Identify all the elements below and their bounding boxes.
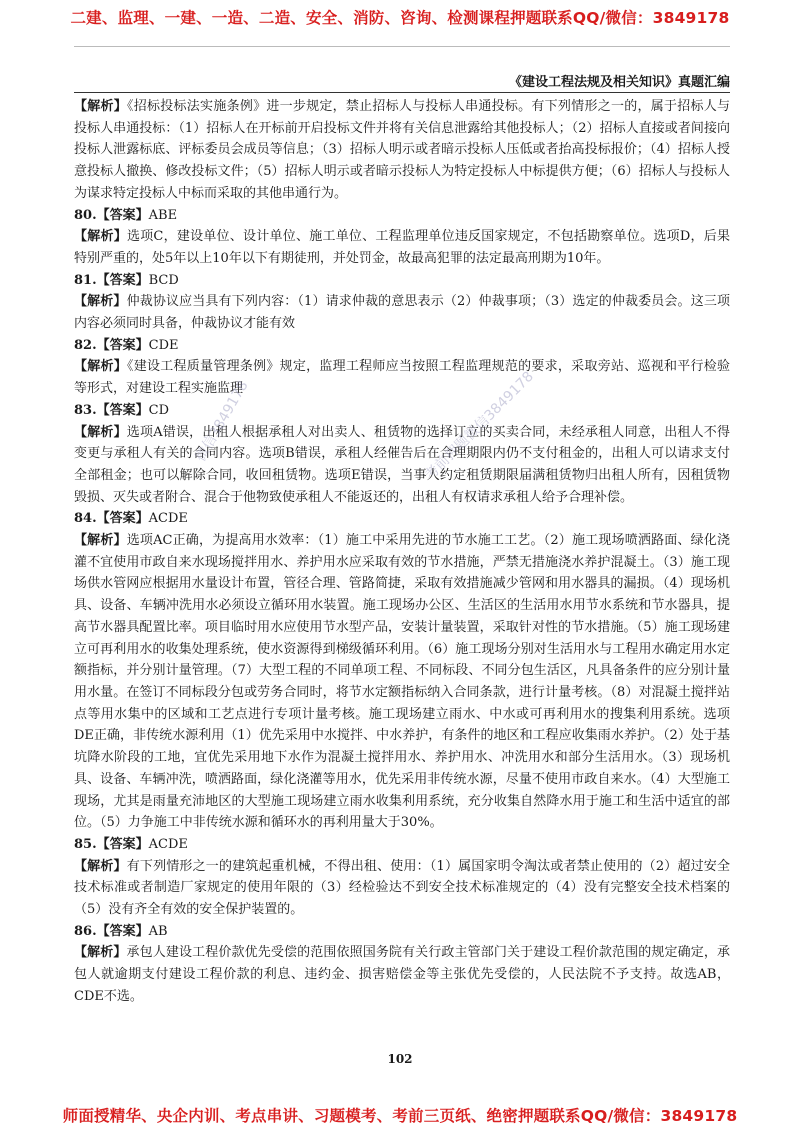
entry-label: 【解析】 bbox=[74, 99, 128, 114]
entry bbox=[74, 400, 730, 422]
entry bbox=[74, 226, 730, 269]
watermark: 考前押题微信3849178 bbox=[422, 368, 537, 484]
entry bbox=[74, 508, 730, 530]
entry bbox=[74, 335, 730, 357]
entry-label: 80.【答案】 bbox=[74, 207, 149, 223]
entry-label: 【解析】 bbox=[74, 294, 127, 310]
entry bbox=[74, 291, 730, 334]
entry-text: 选项A错误，出租人根据承租人对出卖人、租赁物的选择订立的买卖合同，未经承租人同意，出租人不得变更与承租人有关的合同内容。选项B错误，承租人经催告后在合理期限内仍不支付租金的，出租人可以请求支付全部租金；也可以解除合同，收回租赁物。选项E错误，当事人约定租赁期限届满租赁物归出租人所有，因租赁物毁损、灭失或者附合、混合于他物致使承租人不能返还的，出租人有权请求承租人给予合理补偿。 bbox=[74, 424, 730, 505]
entry-text: 有下列情形之一的建筑起重机械，不得出租、使用：（1）属国家明令淘汰或者禁止使用的（2）超过安全技术标准或者制造厂家规定的使用年限的（3）经检验达不到安全技术标准规定的（4）没有完整安全技术档案的（5）没有齐全有效的安全保护装置的。 bbox=[74, 858, 730, 918]
entry-label: 【解析】 bbox=[74, 229, 127, 245]
entry bbox=[74, 356, 730, 399]
page-number: 102 bbox=[387, 1052, 413, 1066]
entry-label: 【解析】 bbox=[74, 533, 127, 549]
entry bbox=[74, 530, 730, 834]
entry-text: 选项C，建设单位、设计单位、施工单位、工程监理单位违反国家规定，不包括勘察单位。选项D，后果特别严重的，处5年以上10年以下有期徒刑，并处罚金，故最高犯罪的法定最高刑期为10年。 bbox=[74, 229, 730, 266]
entry-text: 《建设工程质量管理条例》规定，监理工程师应当按照工程监理规范的要求，采取旁站、巡视和平行检验等形式，对建设工程实施监理 bbox=[74, 359, 730, 397]
entry bbox=[74, 942, 730, 1007]
entry bbox=[74, 422, 730, 509]
entry-label: 82.【答案】 bbox=[74, 337, 149, 353]
entry-label: 85.【答案】 bbox=[74, 836, 149, 852]
entry-text: ACDE bbox=[148, 836, 188, 852]
entry-text: ACDE bbox=[148, 511, 188, 527]
entry-label: 81.【答案】 bbox=[74, 272, 149, 288]
entry bbox=[74, 856, 730, 921]
entry bbox=[74, 834, 730, 856]
entry bbox=[74, 96, 730, 205]
entry-text: 承包人建设工程价款优先受偿的范围依照国务院有关行政主管部门关于建设工程价款范围的规定确定，承包人就逾期支付建设工程价款的利息、违约金、损害赔偿金等主张优先受偿的，人民法院不予支持。故选AB，CDE不选。 bbox=[74, 945, 730, 1004]
entry-label: 86.【答案】 bbox=[74, 923, 149, 939]
entry bbox=[74, 270, 730, 292]
entry-text: 仲裁协议应当具有下列内容：（1）请求仲裁的意思表示（2）仲裁事项；（3）选定的仲裁委员会。这三项内容必须同时具备，仲裁协议才能有效 bbox=[74, 294, 730, 332]
page-header-title: 《建设工程法规及相关知识》真题汇编 bbox=[508, 75, 730, 90]
entry-label: 【解析】 bbox=[74, 858, 127, 874]
top-divider bbox=[74, 46, 730, 47]
entry-text: BCD bbox=[148, 272, 179, 288]
entry-text: 《招标投标法实施条例》进一步规定，禁止招标人与投标人串通投标。有下列情形之一的，属于招标人与投标人串通投标：（1）招标人在开标前开启投标文件并将有关信息泄露给其他投标人；（2）招标人直接或者间接向投标人泄露标底、评标委员会成员等信息；（3）招标人明示或者暗示投标人压低或者抬高投标报价；（4）招标人授意投标人撤换、修改投标文件；（5）招标人明示或者暗示投标人为特定投标人中标提供方便；（6）招标人与投标人为谋求特定投标人中标而采取的其他串通行为。 bbox=[74, 99, 730, 201]
entry-label: 84.【答案】 bbox=[74, 511, 149, 527]
entry-label: 【解析】 bbox=[74, 945, 127, 961]
header-divider bbox=[74, 92, 730, 93]
top-promo-banner: 二建、监理、一建、一造、二造、安全、消防、咨询、检测课程押题联系QQ/微信：3849178 bbox=[70, 9, 730, 27]
entry-label: 【解析】 bbox=[74, 424, 127, 440]
entry-text: CD bbox=[148, 402, 169, 418]
watermark: 微信3849178 bbox=[192, 378, 252, 465]
entry-text: CDE bbox=[148, 337, 179, 353]
entry-text: AB bbox=[148, 923, 168, 939]
entry bbox=[74, 921, 730, 943]
entry-label: 【解析】 bbox=[74, 359, 128, 375]
entry bbox=[74, 205, 730, 227]
entry-text: ABE bbox=[148, 207, 178, 223]
answer-analysis-content bbox=[74, 96, 730, 1008]
entry-text: 选项AC正确，为提高用水效率：（1）施工中采用先进的节水施工工艺。（2）施工现场喷洒路面、绿化浇灌不宜使用市政自来水现场搅拌用水、养护用水应采取有效的节水措施，严禁无措施浇水养护混凝土。（3）施工现场供水管网应根据用水量设计布置，管径合理、管路简捷，采取有效措施减少管网和用水器具的漏损。（4）现场机具、设备、车辆冲洗用水必须设立循环用水装置。施工现场办公区、生活区的生活用水用节水系统和节水器具，提高节水器具配置比率。项目临时用水应使用节水型产品，安装计量装置，采取针对性的节水措施。（5）施工现场建立可再利用水的收集处理系统，使水资源得到梯级循环利用。（6）施工现场分别对生活用水与工程用水确定用水定额指标，并分别计量管理。（7）大型工程的不同单项工程、不同标段、不同分包生活区，凡具备条件的应分别计量用水量。在签订不同标段分包或劳务合同时，将节水定额指标纳入合同条款，进行计量考核。（8）对混凝土搅拌站点等用水集中的区域和工艺点进行专项计量考核。施工现场建立雨水、中水或可再利用水的搜集利用系统。选项DE正确，非传统水源利用（1）优先采用中水搅拌、中水养护，有条件的地区和工程应收集雨水养护。（2）处于基坑降水阶段的工地，宜优先采用地下水作为混凝土搅拌用水、养护用水、冲洗用水和部分生活用水。（3）现场机具、设备、车辆冲洗，喷洒路面，绿化浇灌等用水，优先采用非传统水源，尽量不使用市政自来水。（4）大型施工现场，尤其是雨量充沛地区的大型施工现场建立雨水收集利用系统，充分收集自然降水用于施工和生活中适宜的部位。（5）力争施工中非传统水源和循环水的再利用量大于30%。 bbox=[74, 533, 730, 831]
entry-label: 83.【答案】 bbox=[74, 402, 149, 418]
bottom-promo-banner: 师面授精华、央企内训、考点串讲、习题模考、考前三页纸、绝密押题联系QQ/微信：3849178 bbox=[62, 1107, 738, 1125]
